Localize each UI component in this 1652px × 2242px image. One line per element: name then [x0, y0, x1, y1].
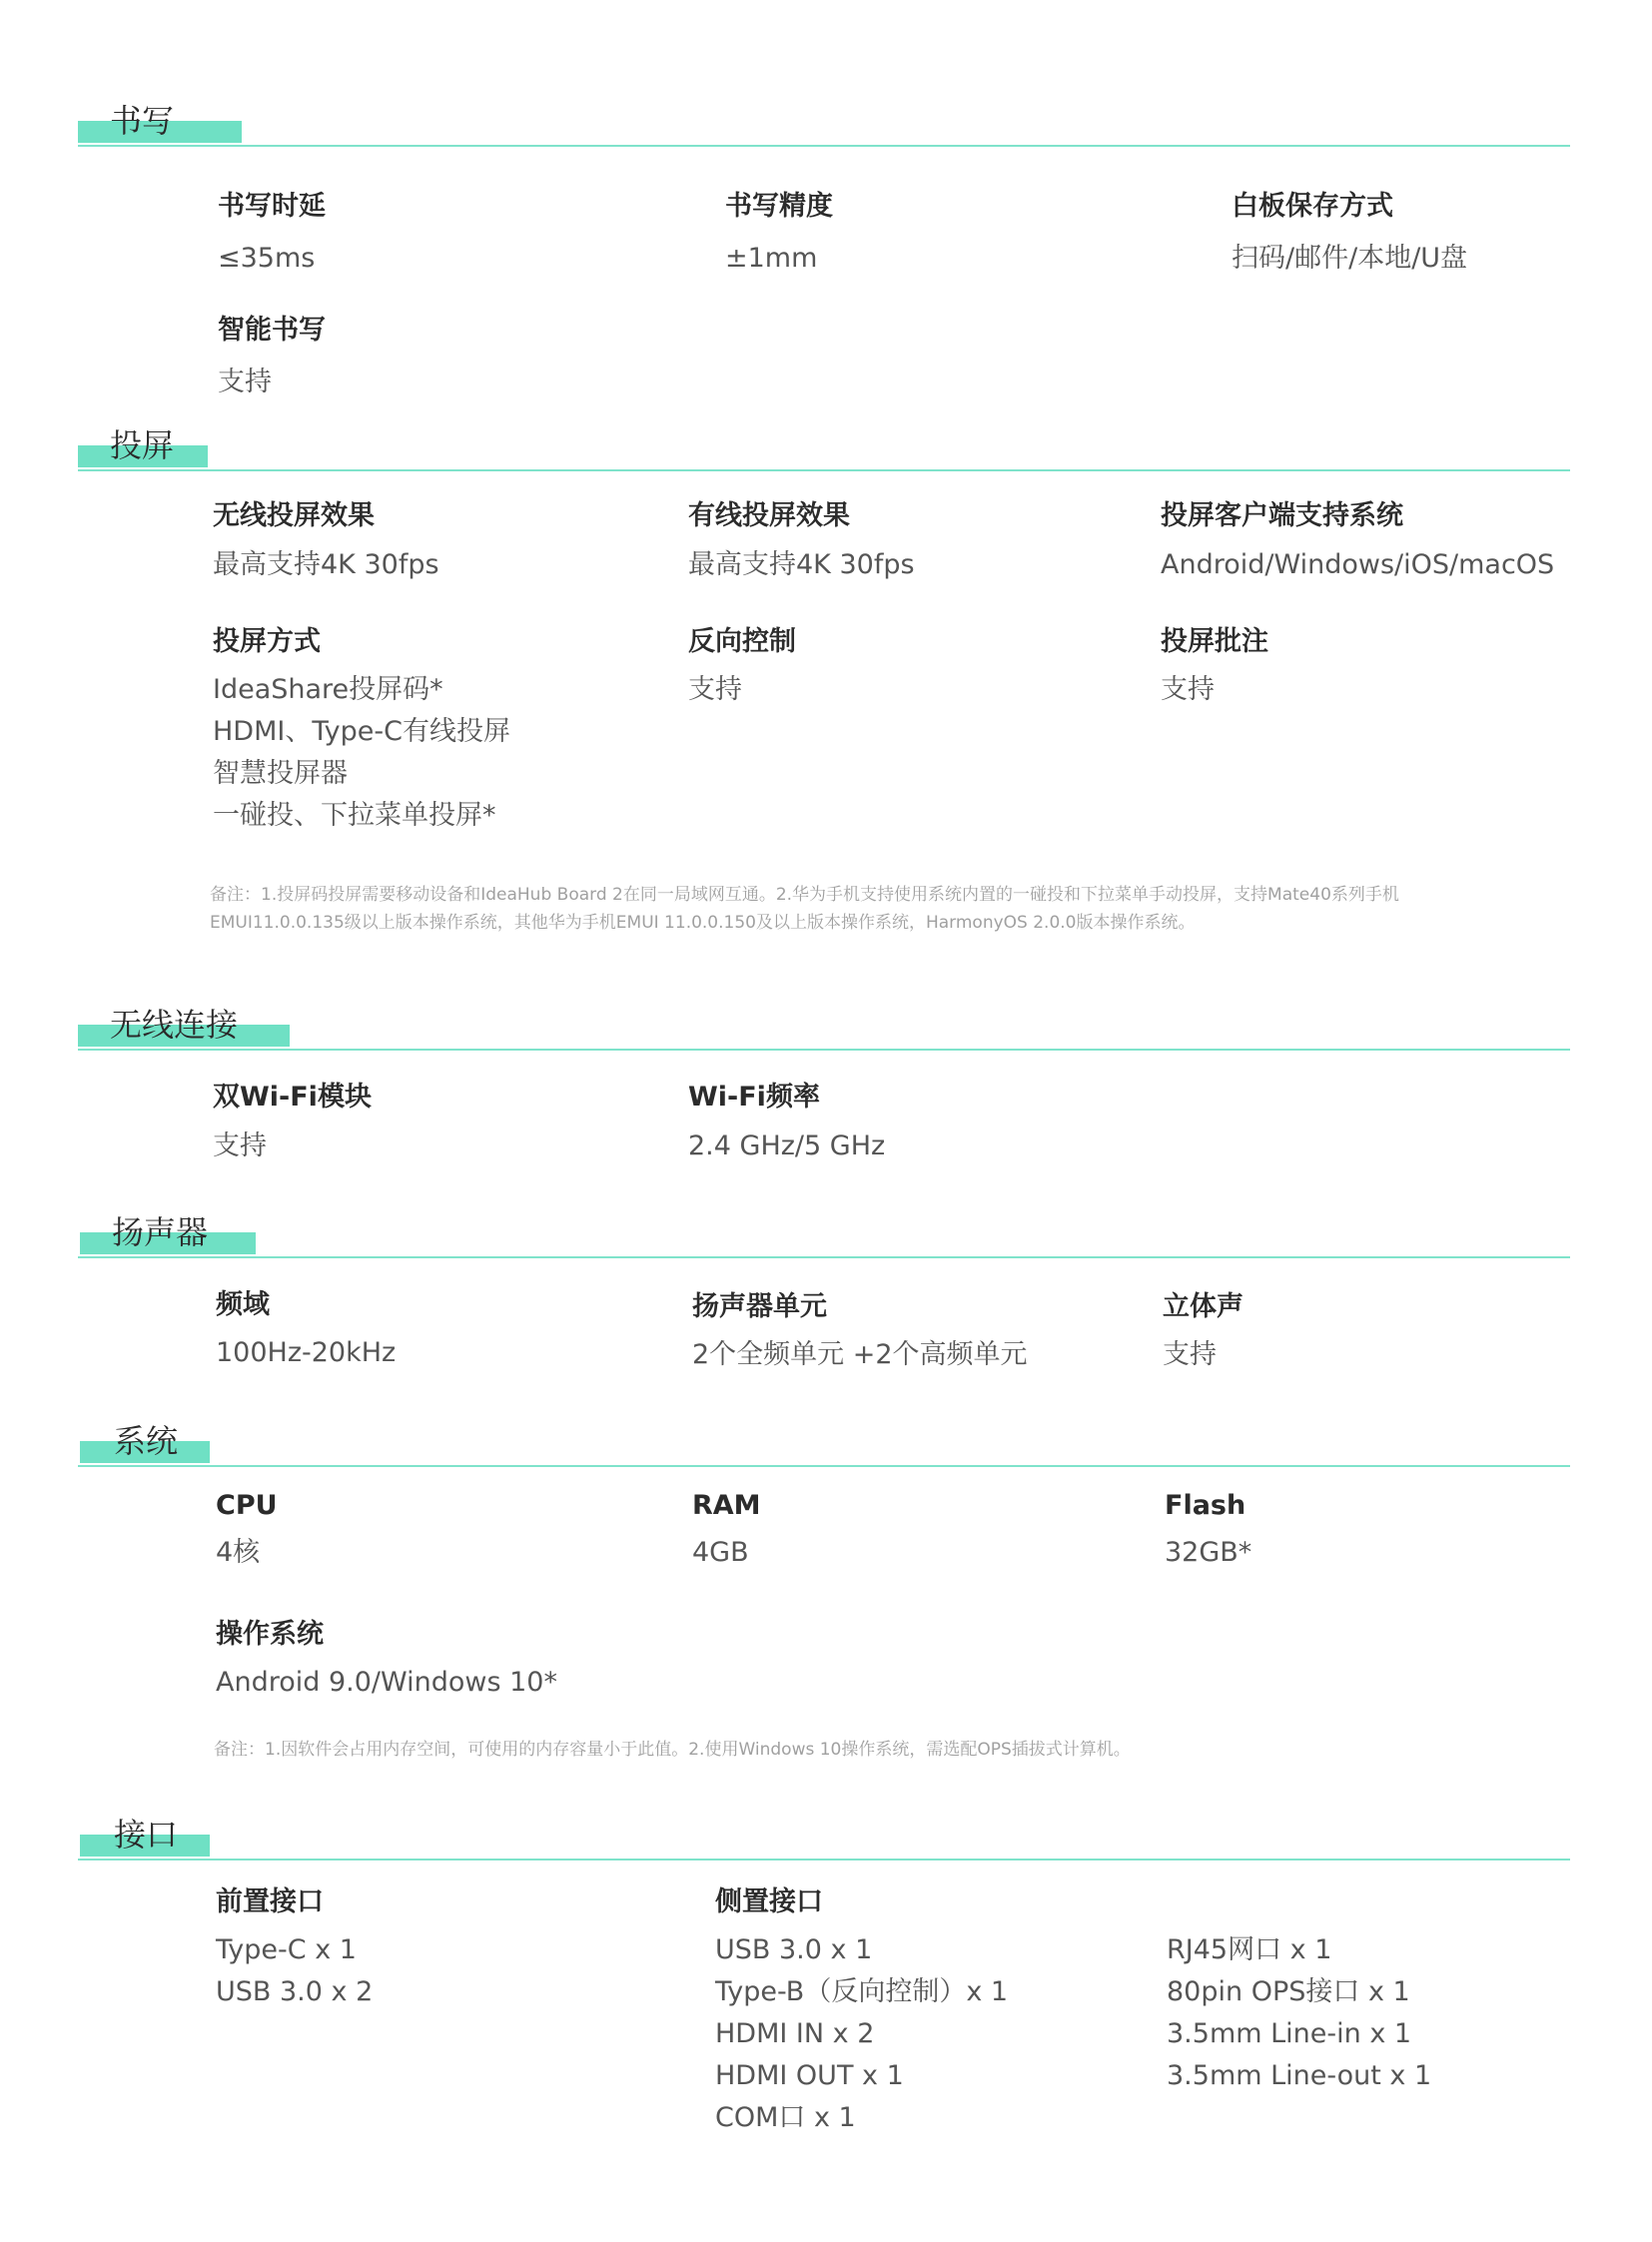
- section-rule-ports: [78, 1859, 1570, 1861]
- spec-value: 4核: [216, 1537, 261, 1568]
- spec-label: Flash: [1165, 1490, 1246, 1521]
- spec-label: RAM: [692, 1490, 761, 1521]
- spec-label: 投屏客户端支持系统: [1161, 500, 1403, 531]
- list-item: Type-C x 1: [216, 1934, 357, 1965]
- spec-value: 100Hz-20kHz: [216, 1337, 397, 1368]
- list-item: USB 3.0 x 1: [715, 1934, 873, 1965]
- spec-label: 白板保存方式: [1232, 191, 1393, 222]
- spec-value: ±1mm: [725, 243, 818, 274]
- spec-label: 投屏方式: [213, 626, 321, 657]
- section-title-projection: 投屏: [110, 426, 175, 464]
- spec-value: 2.4 GHz/5 GHz: [688, 1130, 886, 1161]
- spec-label: 频域: [216, 1289, 270, 1320]
- spec-label: 侧置接口: [715, 1886, 823, 1917]
- spec-label: 智能书写: [218, 315, 326, 346]
- section-rule-speaker: [78, 1256, 1570, 1258]
- spec-label: Wi-Fi频率: [688, 1082, 820, 1113]
- spec-label: 扬声器单元: [692, 1291, 827, 1322]
- footnote-line: EMUI11.0.0.135级以上版本操作系统，其他华为手机EMUI 11.0.0.150及以上版本操作系统，HarmonyOS 2.0.0版本操作系统。: [210, 913, 1196, 933]
- spec-value: 32GB*: [1165, 1537, 1252, 1568]
- spec-label: 前置接口: [216, 1886, 324, 1917]
- port-list-side-more: [1167, 1929, 1431, 2097]
- spec-label: 无线投屏效果: [213, 500, 375, 531]
- list-item: HDMI OUT x 1: [715, 2060, 904, 2091]
- spec-label: CPU: [216, 1490, 278, 1521]
- spec-value: 2个全频单元 +2个高频单元: [692, 1339, 1028, 1370]
- spec-label: 书写精度: [725, 191, 833, 222]
- section-title-wireless: 无线连接: [110, 1006, 239, 1044]
- list-item: RJ45网口 x 1: [1167, 1934, 1332, 1965]
- list-item: COM口 x 1: [715, 2102, 856, 2133]
- section-rule-wireless: [78, 1049, 1570, 1051]
- spec-value: 支持: [1163, 1339, 1217, 1370]
- list-item: 一碰投、下拉菜单投屏*: [213, 800, 496, 831]
- list-item: HDMI IN x 2: [715, 2018, 875, 2049]
- list-item: 3.5mm Line-in x 1: [1167, 2018, 1412, 2049]
- list-item: IdeaShare投屏码*: [213, 674, 443, 705]
- spec-value: Android/Windows/iOS/macOS: [1161, 549, 1555, 580]
- section-rule-writing: [78, 145, 1570, 147]
- spec-value-list: [213, 669, 510, 837]
- spec-value: 4GB: [692, 1537, 749, 1568]
- list-item: 智慧投屏器: [213, 758, 348, 789]
- spec-label: 操作系统: [216, 1619, 324, 1650]
- spec-value: 支持: [688, 674, 742, 705]
- spec-label: 书写时延: [218, 191, 326, 222]
- spec-value: 最高支持4K 30fps: [688, 549, 915, 580]
- section-title-ports: 接口: [114, 1816, 179, 1854]
- spec-value: Android 9.0/Windows 10*: [216, 1667, 557, 1698]
- list-item: USB 3.0 x 2: [216, 1976, 374, 2007]
- port-list-front: [216, 1929, 373, 2013]
- list-item: 3.5mm Line-out x 1: [1167, 2060, 1432, 2091]
- footnote: 备注：1.因软件会占用内存空间，可使用的内存容量小于此值。2.使用Windows 10操作系统，需选配OPS插拔式计算机。: [214, 1740, 1131, 1760]
- spec-value: 支持: [1161, 674, 1215, 705]
- spec-value: 支持: [218, 367, 272, 397]
- spec-label: 投屏批注: [1161, 626, 1268, 657]
- spec-label: 有线投屏效果: [688, 500, 850, 531]
- port-list-side: [715, 1929, 1008, 2139]
- section-title-speaker: 扬声器: [112, 1213, 209, 1251]
- section-rule-system: [78, 1465, 1570, 1467]
- spec-value: 扫码/邮件/本地/U盘: [1232, 243, 1468, 274]
- spec-value: 最高支持4K 30fps: [213, 549, 439, 580]
- spec-value: ≤35ms: [218, 243, 316, 274]
- spec-label: 立体声: [1163, 1291, 1243, 1322]
- spec-label: 反向控制: [688, 626, 796, 657]
- list-item: HDMI、Type-C有线投屏: [213, 716, 510, 747]
- footnote-line: 备注：1.投屏码投屏需要移动设备和IdeaHub Board 2在同一局域网互通。2.华为手机支持使用系统内置的一碰投和下拉菜单手动投屏，支持Mate40系列手机: [210, 885, 1399, 905]
- list-item: Type-B（反向控制）x 1: [715, 1976, 1009, 2007]
- section-rule-projection: [78, 469, 1570, 471]
- list-item: 80pin OPS接口 x 1: [1167, 1976, 1410, 2007]
- spec-label: 双Wi-Fi模块: [213, 1082, 372, 1113]
- footnote: [210, 881, 1399, 937]
- section-title-system: 系统: [114, 1422, 179, 1460]
- spec-value: 支持: [213, 1130, 267, 1161]
- section-title-writing: 书写: [110, 102, 175, 140]
